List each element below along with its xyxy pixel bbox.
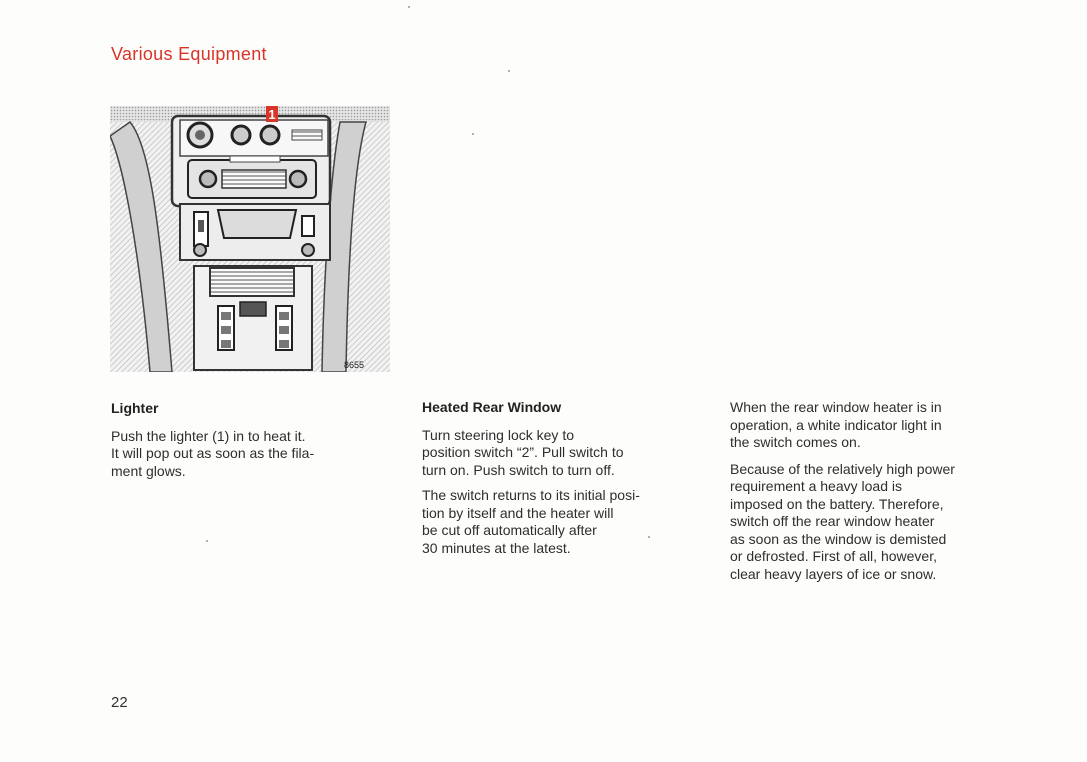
paragraph: The switch returns to its initial posi- tion by itself and the heater will be cut off automatically after 30 minutes at the latest. — [422, 487, 640, 556]
section-title: Lighter — [111, 400, 159, 416]
paper-speck — [648, 536, 650, 538]
paper-speck — [508, 70, 510, 72]
figure-ref-code: 8655 — [344, 360, 365, 370]
paper-speck — [408, 6, 410, 8]
section-heated-rear-window — [422, 399, 702, 565]
paragraph: When the rear window heater is in operation, a white indicator light in the switch comes on. — [730, 399, 942, 450]
page-title: Various Equipment — [111, 44, 267, 64]
section-rear-window-notes — [730, 399, 1020, 592]
paper-speck — [472, 133, 474, 135]
section-title: Heated Rear Window — [422, 399, 562, 415]
paragraph: Turn steering lock key to position switch “2”. Pull switch to turn on. Push switch to turn off. — [422, 426, 624, 478]
paragraph: Because of the relatively high power requirement a heavy load is imposed on the battery. Therefore, switch off the rear window heater as soon as the window is demisted or defrosted. First of all, however, clear heavy layers of ice or snow. — [730, 460, 955, 582]
section-lighter — [111, 400, 381, 488]
callout-number: 1 — [268, 107, 276, 122]
paper-speck — [206, 540, 208, 542]
page-number: 22 — [111, 694, 128, 711]
dashboard-illustration — [110, 106, 390, 372]
section-body: Push the lighter (1) in to heat it. It will pop out as soon as the fila- ment glows. — [111, 427, 315, 479]
